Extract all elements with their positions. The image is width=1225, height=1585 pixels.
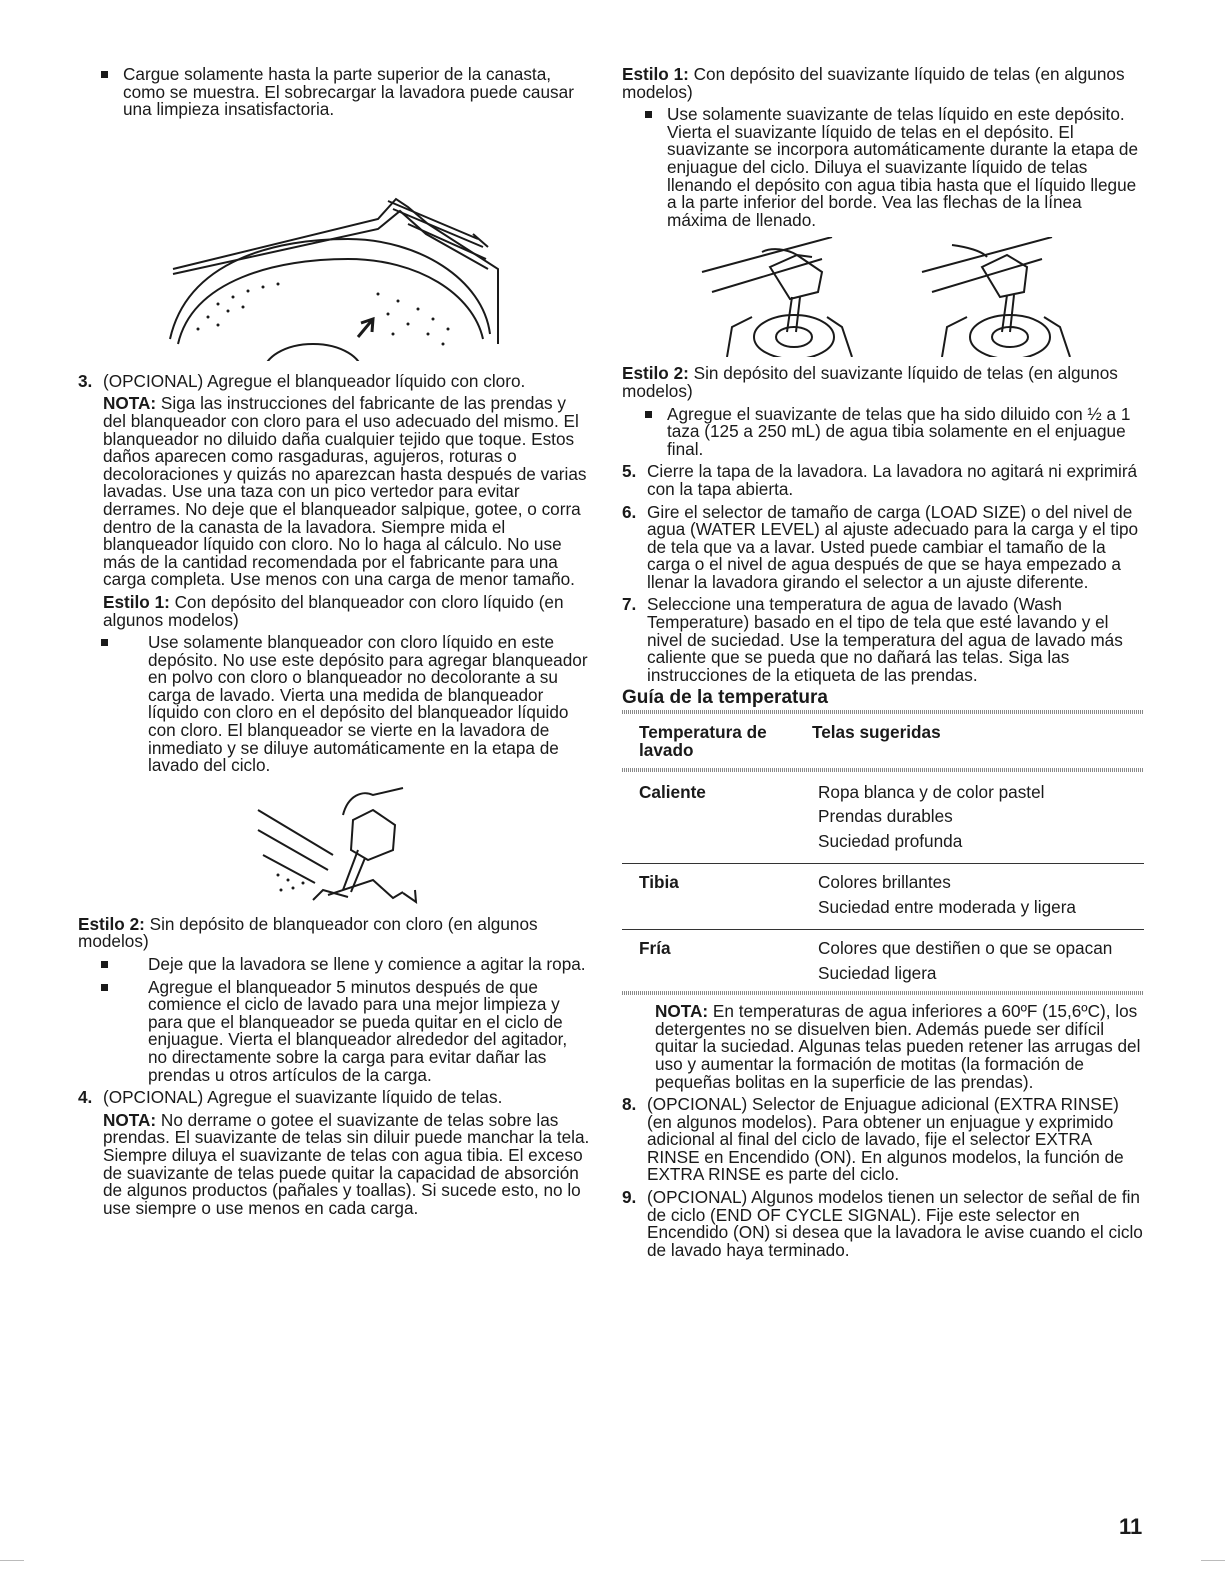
table-row-cold <box>622 936 1144 985</box>
table-header-row <box>622 724 1144 759</box>
fabric-cell: Suciedad entre moderada y ligera <box>818 896 1076 917</box>
bleach-style-2-bullet-2: Agregue el blanqueador 5 minutos después de que comience el ciclo de lavado para una mejor limpieza y para que el blanqueador se pueda quitar en el ciclo de enjuague. Vierta el blanqueador alrededor del agitador, no directamente sobre la carga para evitar dañar las prendas u otros artículos de la carga. <box>78 979 591 1085</box>
washer-basket-illustration <box>78 129 591 361</box>
item-9 <box>622 1189 1144 1259</box>
item-4 <box>78 1089 591 1217</box>
temp-cell: Fría <box>639 938 671 959</box>
item-4-text: (OPCIONAL) Agregue el suavizante líquido de telas. <box>103 1087 503 1108</box>
table-row-hot <box>622 780 1144 854</box>
item-6-text: Gire el selector de tamaño de carga (LOAD SIZE) o del nivel de agua (WATER LEVEL) al ajuste adecuado para la carga y el tipo de tela que va a lavar. Usted puede cambiar el tamaño de la carga o el nivel de agua después de que se haya empezado a llenar la lavadora girando el selector a un ajuste diferente. <box>647 501 1139 592</box>
bleach-pour-illustration <box>103 780 591 910</box>
style-2-label: Estilo 2: <box>78 913 145 934</box>
temperature-guide-title: Guía de la temperatura <box>622 687 828 709</box>
item-5-text: Cierre la tapa de la lavadora. La lavadora no agitará ni exprimirá con la tapa abierta. <box>647 461 1138 499</box>
item-8-text: (OPCIONAL) Selector de Enjuague adicional (EXTRA RINSE) (en algunos modelos). Para obtener un enjuague y exprimido adicional al final del ciclo de lavado, fije el selector EXTRA RINSE en Encendido (ON). En algunos modelos, la función de EXTRA RINSE es parte del ciclo. <box>647 1094 1124 1185</box>
item-5 <box>622 463 1144 498</box>
item-3-number: 3. <box>78 370 93 391</box>
item-3-note <box>103 395 591 589</box>
item-3-text: (OPCIONAL) Agregue el blanqueador líquido con cloro. <box>103 370 526 391</box>
note-label: NOTA: <box>655 1001 709 1022</box>
item-4-note <box>103 1109 591 1218</box>
temp-cell: Caliente <box>639 781 706 802</box>
temperature-guide <box>622 688 1144 995</box>
note-text: En temperaturas de agua inferiores a 60ºF (15,6ºC), los detergentes no se disuelven bien. Además puede ser difícil quitar la suciedad. Algunas telas pueden retener las arrugas del uso y aumentar la formación de motitas (la formación de pequeñas bolitas en la superficie de las prendas). <box>655 1001 1141 1092</box>
style-2-label: Estilo 2: <box>622 363 689 384</box>
temperature-note <box>622 1003 1144 1091</box>
note-label: NOTA: <box>103 393 157 414</box>
softener-dispenser-illustration <box>622 237 1144 357</box>
fabric-cell: Suciedad ligera <box>818 962 937 983</box>
crop-mark <box>0 1560 24 1561</box>
right-column <box>622 66 1144 1259</box>
item-9-text: (OPCIONAL) Algunos modelos tienen un selector de señal de fin de ciclo (END OF CYCLE SIGNAL). Fije este selector en Encendido (ON) si desea que la lavadora le avise cuando el ciclo de lavado haya terminado. <box>647 1187 1143 1260</box>
header-fabrics: Telas sugeridas <box>812 722 941 743</box>
softener-style-1 <box>622 66 1144 101</box>
fabric-cell: Colores brillantes <box>818 872 951 893</box>
item-4-number: 4. <box>78 1087 93 1108</box>
fabric-cell: Suciedad profunda <box>818 830 963 851</box>
item-8 <box>622 1096 1144 1184</box>
fabric-cell: Ropa blanca y de color pastel <box>818 781 1045 802</box>
item-6-number: 6. <box>622 501 637 522</box>
table-bottom-rule <box>622 991 1144 995</box>
bleach-style-2-bullet-1: Deje que la lavadora se llene y comience a agitar la ropa. <box>78 956 591 974</box>
crop-mark <box>1201 1560 1225 1561</box>
header-temperature: Temperatura de lavado <box>639 722 767 761</box>
note-text: Siga las instrucciones del fabricante de las prendas y del blanqueador con cloro para el uso adecuado del mismo. El blanqueador no diluido daña cualquier tejido que toque. Estos daños aparecen como rasgaduras, agujeros, roturas o decoloraciones y quizás no aparezcan hasta después de varias lavadas. Use una taza con un pico vertedor para evitar derrames. No deje que el blanqueador salpique, gotee, o corra dentro de la canasta de la lavadora. Siempre mida el blanqueador líquido con cloro. No lo haga al cálculo. No use más de la cantidad recomendada por el fabricante para una carga completa. Use menos con una carga de menor tamaño. <box>103 393 587 590</box>
table-row-warm <box>622 870 1144 919</box>
note-text: No derrame o gotee el suavizante de telas sobre las prendas. El suavizante de telas sin diluir puede manchar la tela. Siempre diluya el suavizante de telas con agua tibia. El exceso de suavizante de telas puede quitar la capacidad de absorción de algunos productos (pañales y toallas). Si sucede esto, no lo use siempre o use menos en cada carga. <box>103 1109 590 1218</box>
temp-cell: Tibia <box>639 872 679 893</box>
load-bullet: Cargue solamente hasta la parte superior de la canasta, como se muestra. El sobrecargar la lavadora puede causar una limpieza insatisfactoria. <box>78 66 591 119</box>
item-5-number: 5. <box>622 461 637 482</box>
fabric-cell: Colores que destiñen o que se opacan <box>818 938 1113 959</box>
item-9-number: 9. <box>622 1187 637 1208</box>
bleach-style-1-bullet: Use solamente blanqueador con cloro líquido en este depósito. No use este depósito para agregar blanqueador en polvo con cloro o blanqueador no decolorante a su carga de lavado. Vierta una medida de blanqueador líquido con cloro en el depósito del blanqueador líquido con cloro. El blanqueador se vierte en la lavadora de inmediato y se diluye automáticamente en la etapa de lavado del ciclo. <box>78 634 591 775</box>
style-2-text: Sin depósito del suavizante líquido de telas (en algunos modelos) <box>622 363 1118 401</box>
style-2-text: Sin depósito de blanqueador con cloro (en algunos modelos) <box>78 913 538 952</box>
softener-style-2-bullet: Agregue el suavizante de telas que ha sido diluido con ½ a 1 taza (125 a 250 mL) de agua tibia solamente en el enjuague final. <box>622 406 1144 459</box>
bleach-style-2 <box>78 913 591 952</box>
left-column <box>78 66 591 1217</box>
table-top-rule <box>622 710 1144 714</box>
item-3 <box>78 370 591 1085</box>
item-6 <box>622 501 1144 592</box>
header-rule <box>622 768 1144 772</box>
softener-style-2 <box>622 365 1144 400</box>
style-1-label: Estilo 1: <box>103 591 170 612</box>
note-label: NOTA: <box>103 1109 157 1130</box>
fabric-cell: Prendas durables <box>818 806 953 827</box>
item-8-number: 8. <box>622 1094 637 1115</box>
bleach-style-1 <box>103 591 591 630</box>
item-7 <box>622 596 1144 684</box>
softener-style-1-bullet: Use solamente suavizante de telas líquido en este depósito. Vierta el suavizante líquido de telas en el depósito. El suavizante se incorpora automáticamente durante la etapa de enjuague del ciclo. Diluya el suavizante líquido de telas llenando el depósito con agua tibia hasta que el líquido llegue a la parte inferior del borde. Vea las flechas de la línea máxima de llenado. <box>622 106 1144 229</box>
style-1-text: Con depósito del suavizante líquido de telas (en algunos modelos) <box>622 64 1125 102</box>
row-divider <box>622 863 1144 864</box>
page-number: 11 <box>1119 1514 1143 1539</box>
style-1-label: Estilo 1: <box>622 64 689 84</box>
item-7-text: Seleccione una temperatura de agua de lavado (Wash Temperature) basado en el tipo de tela que esté lavando y el nivel de suciedad. Use la temperatura del agua de lavado más caliente que se pueda que no dañará las telas. Siga las instrucciones de la etiqueta de las prendas. <box>647 594 1123 685</box>
row-divider <box>622 929 1144 930</box>
item-7-number: 7. <box>622 594 637 615</box>
style-1-text: Con depósito del blanqueador con cloro líquido (en algunos modelos) <box>103 591 564 630</box>
